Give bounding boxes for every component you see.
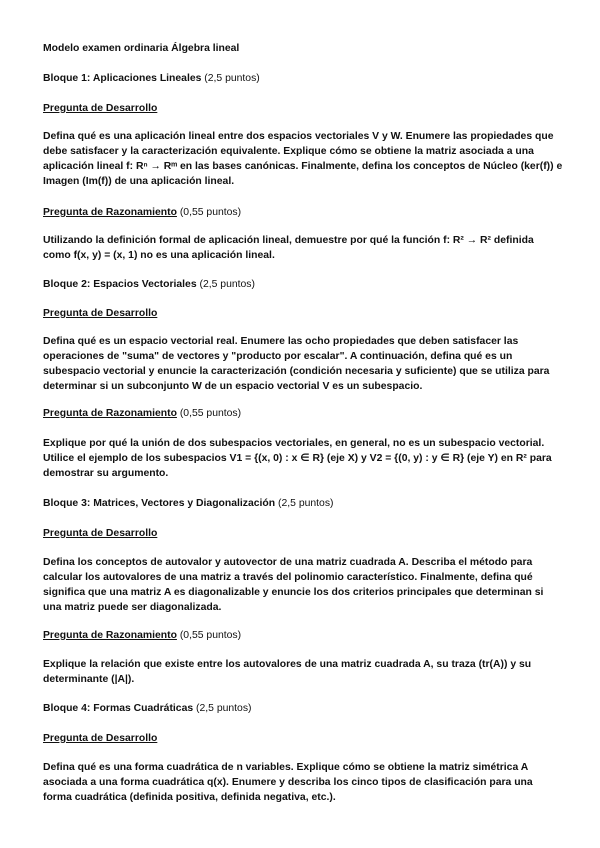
block-1-razonamiento-label: Pregunta de Razonamiento — [43, 207, 177, 218]
block-4-title: Bloque 4: Formas Cuadráticas — [43, 703, 194, 714]
block-1-razonamiento-text: Utilizando la definición formal de aplicación lineal, demuestre por qué la función f: R² → R² definida como f(x, y) = (x, 1) no es una aplicación lineal. — [43, 235, 534, 261]
block-3-title: Bloque 3: Matrices, Vectores y Diagonalización — [43, 498, 276, 509]
block-3-heading — [43, 496, 563, 511]
block-2-title: Bloque 2: Espacios Vectoriales — [43, 279, 197, 290]
block-2-razonamiento-label: Pregunta de Razonamiento — [43, 408, 177, 419]
block-3-desarrollo-label: Pregunta de Desarrollo — [43, 528, 158, 539]
block-2-desarrollo-text: Defina qué es un espacio vectorial real. Enumere las ocho propiedades que deben satisfacer las operaciones de "suma" de vectores y "producto por escalar". A continuación, defina qué es un subespacio vectorial y enuncie la caracterización (condición necesaria y suficiente) que se utiliza para determinar si un subconjunto W de un espacio vectorial V es un subespacio. — [43, 336, 550, 392]
block-4-points: (2,5 puntos) — [196, 703, 252, 714]
block-2-desarrollo-label: Pregunta de Desarrollo — [43, 308, 158, 319]
block-1-points: (2,5 puntos) — [204, 73, 260, 84]
block-3-desarrollo-text: Defina los conceptos de autovalor y autovector de una matriz cuadrada A. Describa el método para calcular los autovalores de una matriz a través del polinomio característico. Finalmente, defina qué significa que una matriz A es diagonalizable y enuncie los dos criterios principales que determinan si una matriz puede ser diagonalizada. — [43, 557, 544, 613]
block-2-razonamiento-text: Explique por qué la unión de dos subespacios vectoriales, en general, no es un subespacio vectorial. Utilice el ejemplo de los subespacios V1 = {(x, 0) : x ∈ R} (eje X) y V2 = {(0, y) : y ∈ R} (eje Y) en R² para demostrar su argumento. — [43, 438, 552, 479]
document-title: Modelo examen ordinaria Álgebra lineal — [43, 43, 240, 54]
block-2-razonamiento-points: (0,55 puntos) — [179, 408, 242, 419]
block-3-razonamiento-label-line — [43, 628, 563, 643]
block-1-desarrollo-label: Pregunta de Desarrollo — [43, 103, 158, 114]
block-3-razonamiento-text: Explique la relación que existe entre los autovalores de una matriz cuadrada A, su traza (tr(A)) y su determinante (|A|). — [43, 659, 532, 685]
block-2-points: (2,5 puntos) — [199, 279, 255, 290]
block-3-points: (2,5 puntos) — [278, 498, 334, 509]
block-3-razonamiento-points: (0,55 puntos) — [179, 630, 242, 641]
block-1-heading — [43, 71, 563, 86]
block-2-heading — [43, 277, 563, 292]
block-4-heading — [43, 701, 563, 716]
block-4-desarrollo-label: Pregunta de Desarrollo — [43, 733, 158, 744]
block-4-desarrollo-text: Defina qué es una forma cuadrática de n variables. Explique cómo se obtiene la matriz simétrica A asociada a una forma cuadrática q(x). Enumere y describa los cinco tipos de clasificación para una forma cuadrática (definida positiva, definida negativa, etc.). — [43, 762, 533, 803]
block-3-razonamiento-label: Pregunta de Razonamiento — [43, 630, 177, 641]
block-1-razonamiento-label-line — [43, 205, 563, 220]
block-1-desarrollo-text: Defina qué es una aplicación lineal entre dos espacios vectoriales V y W. Enumere las propiedades que debe satisfacer y la caracterización equivalente. Explique cómo se obtiene la matriz asociada a una aplicación lineal f: Rⁿ → Rᵐ en las bases canónicas. Finalmente, defina los conceptos de Núcleo (ker(f)) e Imagen (Im(f)) de una aplicación lineal. — [43, 131, 563, 187]
block-1-title: Bloque 1: Aplicaciones Lineales — [43, 73, 202, 84]
block-2-razonamiento-label-line — [43, 406, 563, 421]
block-1-razonamiento-points: (0,55 puntos) — [179, 207, 242, 218]
